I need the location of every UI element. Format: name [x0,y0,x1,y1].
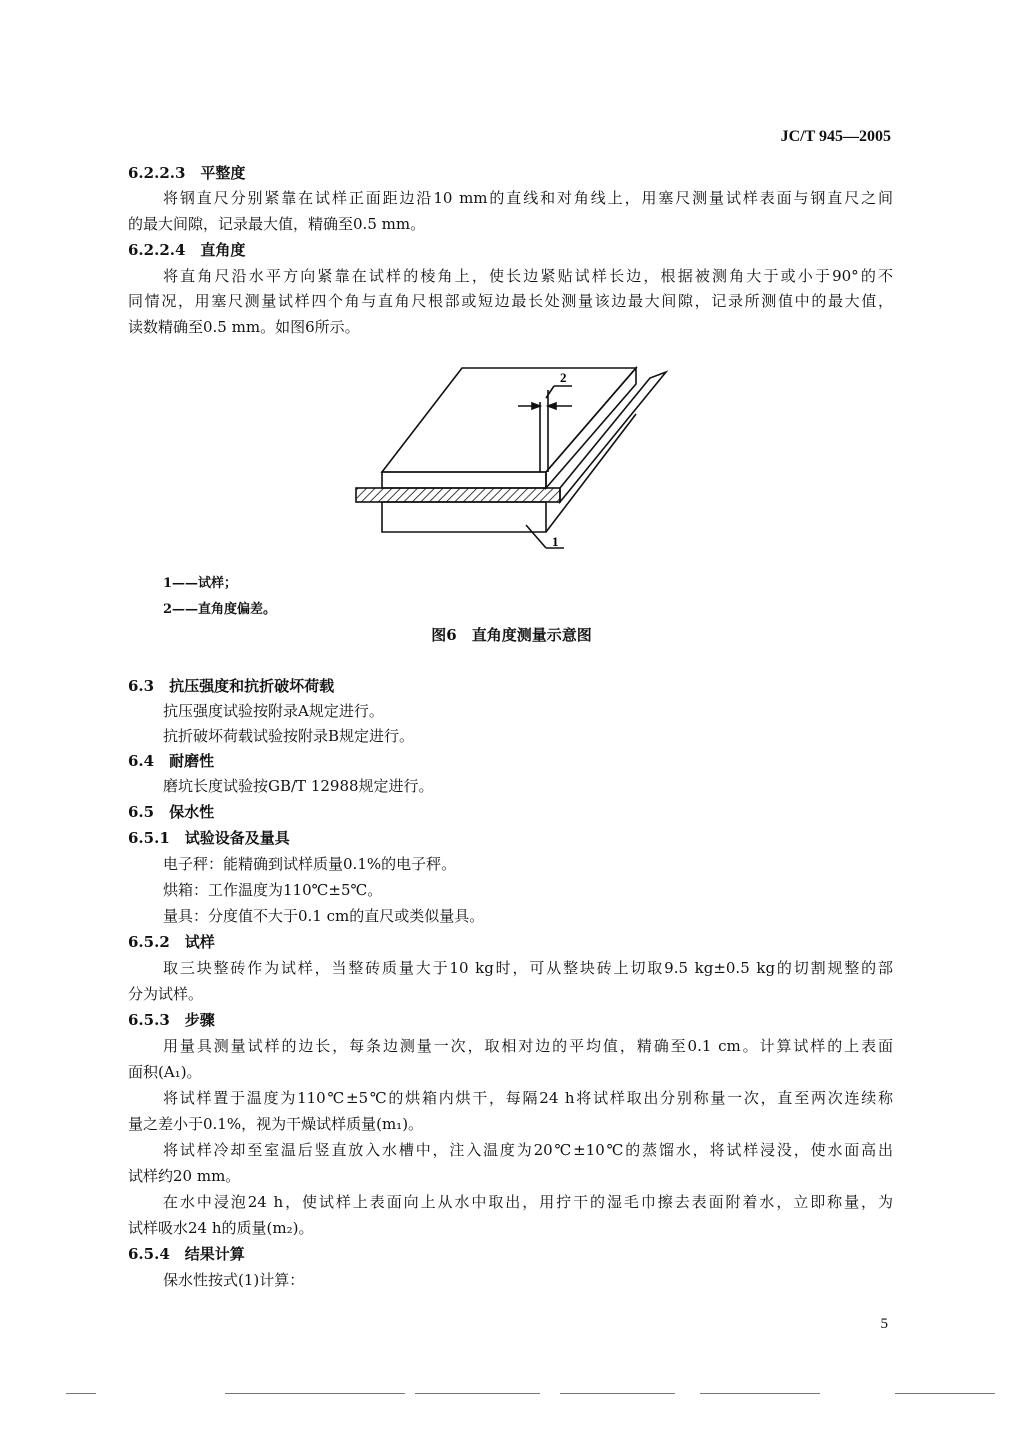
section-heading: 6.2.2.4 直角度 [128,241,246,259]
paragraph-line: 试样约20 mm。 [128,1167,241,1185]
section-heading: 6.5.1 试验设备及量具 [128,829,290,847]
specimen-lower-face [382,502,546,532]
section-heading: 6.4 耐磨性 [128,752,215,770]
figure-legend-item: 2——直角度偏差。 [163,602,277,617]
paragraph-line: 用量具测量试样的边长，每条边测量一次，取相对边的平均值，精确至0.1 cm。计算试样的上表面 [163,1037,893,1055]
section-heading: 6.5.2 试样 [128,933,215,951]
specimen-front-face [382,472,546,488]
paragraph-line: 取三块整砖作为试样，当整砖质量大于10 kg时，可从整块砖上切取9.5 kg±0.5 kg的切割规整的部 [163,959,893,977]
square-long-edge [356,488,560,502]
section-heading: 6.5.3 步骤 [128,1011,215,1029]
paragraph-line: 量具：分度值不大于0.1 cm的直尺或类似量具。 [163,907,485,925]
paragraph-line: 读数精确至0.5 mm。如图6所示。 [128,318,360,336]
paragraph-line: 烘箱：工作温度为110℃±5℃。 [163,881,383,899]
figure-legend-item: 1——试样； [163,576,238,591]
paragraph-line: 面积(A₁)。 [128,1063,202,1081]
standard-code: JC/T 945—2005 [780,128,891,145]
paragraph-line: 电子秤：能精确到试样质量0.1%的电子秤。 [163,855,457,873]
section-heading: 6.5 保水性 [128,803,215,821]
paragraph-line: 磨坑长度试验按GB/T 12988规定进行。 [163,777,434,795]
scan-artifact-line [700,1393,820,1394]
scan-artifact-line [66,1393,96,1394]
figure-caption: 图6 直角度测量示意图 [431,626,592,644]
section-heading: 6.5.4 结果计算 [128,1245,245,1263]
paragraph-line: 在水中浸泡24 h，使试样上表面向上从水中取出，用拧干的湿毛巾擦去表面附着水，立即称量，为 [163,1193,893,1211]
paragraph-line: 的最大间隙，记录最大值，精确至0.5 mm。 [128,215,426,233]
figure-label-2: 2 [560,370,567,385]
page-number: 5 [880,1316,888,1332]
scan-artifact-line [895,1393,995,1394]
paragraph-line: 量之差小于0.1%，视为干燥试样质量(m₁)。 [128,1115,424,1133]
paragraph-line: 分为试样。 [128,985,204,1003]
paragraph-line: 将试样置于温度为110℃±5℃的烘箱内烘干，每隔24 h将试样取出分别称量一次，直至两次连续称 [163,1089,893,1107]
paragraph-line: 保水性按式(1)计算： [163,1271,305,1289]
scan-artifact-line [225,1393,405,1394]
paragraph-line: 抗折破坏荷载试验按附录B规定进行。 [163,727,415,745]
section-heading: 6.2.2.3 平整度 [128,164,246,182]
paragraph-line: 试样吸水24 h的质量(m₂)。 [128,1219,314,1237]
scan-artifact-line [560,1393,675,1394]
figure-label-1: 1 [552,534,559,549]
section-heading: 6.3 抗压强度和抗折破坏荷载 [128,677,335,695]
paragraph-line: 抗压强度试验按附录A规定进行。 [163,702,384,720]
right-angle-measurement-figure [350,360,680,560]
scan-artifact-line [415,1393,540,1394]
paragraph-line: 将试样冷却至室温后竖直放入水槽中，注入温度为20℃±10℃的蒸馏水，将试样浸没，使水面高出 [163,1141,893,1159]
paragraph-line: 将钢直尺分别紧靠在试样正面距边沿10 mm的直线和对角线上，用塞尺测量试样表面与钢直尺之间 [163,189,893,207]
paragraph-line: 将直角尺沿水平方向紧靠在试样的棱角上，使长边紧贴试样长边，根据被测角大于或小于90°的不 [163,267,893,285]
paragraph-line: 同情况，用塞尺测量试样四个角与直角尺根部或短边最长处测量该边最大间隙，记录所测值中的最大值， [128,292,893,310]
